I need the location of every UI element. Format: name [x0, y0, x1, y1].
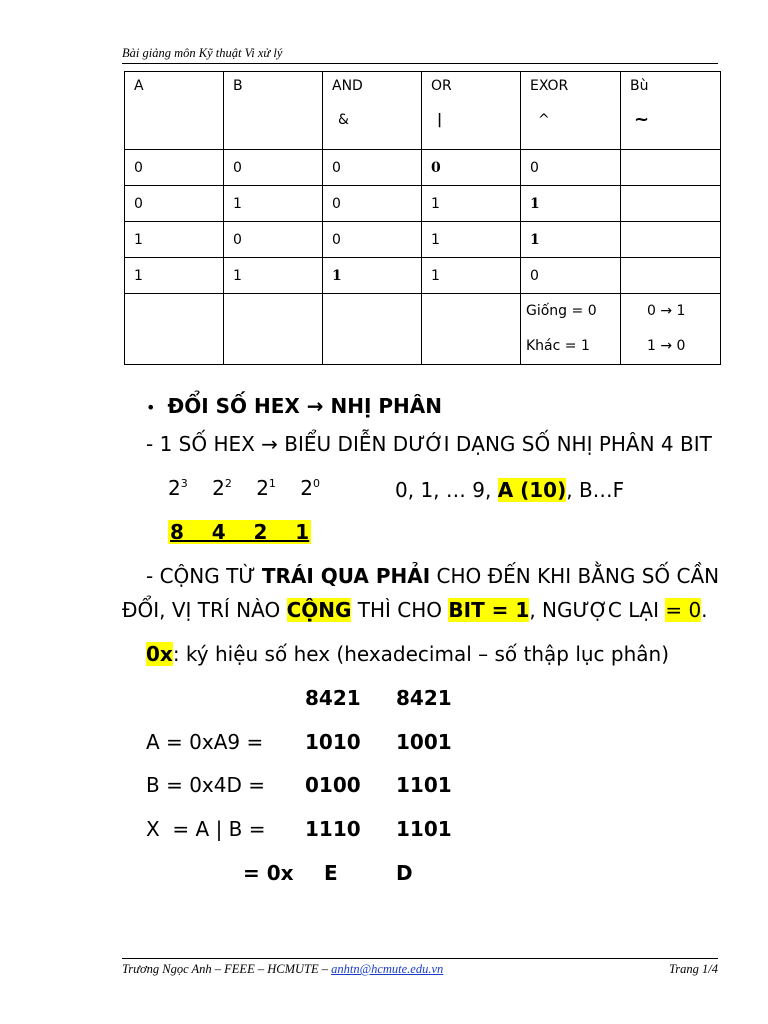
calc-weights-2: 8421 [396, 686, 452, 710]
calc-a-low: 1001 [396, 730, 452, 754]
section-title: • ĐỔI SỐ HEX → NHỊ PHÂN [146, 394, 442, 418]
logic-table [124, 71, 721, 365]
bit-weights: 8 4 2 1 [170, 520, 310, 544]
calc-x-high: 1110 [305, 817, 361, 841]
cell: 0 [224, 222, 323, 258]
cell [621, 150, 721, 186]
exor-note: Giống = 0 Khác = 1 [521, 294, 621, 365]
table-header-row [125, 72, 721, 150]
calc-weights-1: 8421 [305, 686, 361, 710]
cell: 1 [125, 258, 224, 294]
calc-b-low: 1101 [396, 773, 452, 797]
cell: 0 [323, 222, 422, 258]
cell: 0 [422, 150, 521, 186]
page-number: Trang 1/4 [669, 962, 718, 976]
cell: 1 [422, 258, 521, 294]
table-row [125, 186, 721, 222]
calc-a-high: 1010 [305, 730, 361, 754]
table-row [125, 150, 721, 186]
cell: 1 [521, 222, 621, 258]
footer-email-link[interactable]: anhtn@hcmute.edu.vn [331, 962, 444, 976]
cell: 0 [125, 186, 224, 222]
rule-line-2: ĐỔI, VỊ TRÍ NÀO CỘNG THÌ CHO BIT = 1, NGƯỢC LẠI = 0. [122, 598, 708, 622]
cell: 1 [422, 186, 521, 222]
header-bu: Bù ~ [621, 72, 721, 150]
calc-b-high: 0100 [305, 773, 361, 797]
page-header: Bài giảng môn Kỹ thuật Vi xử lý [122, 46, 718, 64]
cell [125, 294, 224, 365]
header-and: AND & [323, 72, 422, 150]
calc-x-low: 1101 [396, 817, 452, 841]
cell [224, 294, 323, 365]
table-row [125, 222, 721, 258]
cell [422, 294, 521, 365]
cell [621, 222, 721, 258]
calc-a-label: A = 0xA9 = [146, 730, 264, 754]
table-notes-row [125, 294, 721, 365]
line-hex-to-bin: - 1 SỐ HEX → BIỂU DIỄN DƯỚI DẠNG SỐ NHỊ PHÂN 4 BIT [146, 432, 712, 456]
rule-line-1: - CỘNG TỪ TRÁI QUA PHẢI CHO ĐẾN KHI BẰNG SỐ CẦN [146, 564, 720, 588]
hex-digits: 0, 1, … 9, A (10), B…F [395, 478, 625, 502]
powers-of-two: $2^3$ $2^2$ $2^1$ $2^0$ [168, 476, 321, 500]
calc-result-high: E [324, 861, 338, 885]
footer-author: Trương Ngọc Anh – FEEE – HCMUTE – [122, 962, 332, 976]
cell: 0 [125, 150, 224, 186]
cell: 1 [125, 222, 224, 258]
calc-result-label: = 0x [243, 861, 294, 885]
cell [621, 186, 721, 222]
cell: 1 [521, 186, 621, 222]
cell: 1 [422, 222, 521, 258]
cell: 1 [224, 186, 323, 222]
cell: 0 [521, 258, 621, 294]
header-a: A [125, 72, 224, 150]
cell [621, 258, 721, 294]
header-b: B [224, 72, 323, 150]
cell: 0 [323, 150, 422, 186]
cell: 0 [224, 150, 323, 186]
calc-result-low: D [396, 861, 413, 885]
calc-b-label: B = 0x4D = [146, 773, 265, 797]
cell: 1 [323, 258, 422, 294]
cell: 0 [323, 186, 422, 222]
cell: 1 [224, 258, 323, 294]
header-or: OR | [422, 72, 521, 150]
calc-x-label: X = A | B = [146, 817, 266, 841]
cell: 0 [521, 150, 621, 186]
page-footer [122, 958, 718, 977]
bullet-icon: • [146, 398, 156, 417]
hex-prefix-line: 0x: ký hiệu số hex (hexadecimal – số thập lục phân) [146, 642, 670, 666]
bu-note: 0 → 1 1 → 0 [621, 294, 721, 365]
cell [323, 294, 422, 365]
header-exor: EXOR ^ [521, 72, 621, 150]
table-row [125, 258, 721, 294]
